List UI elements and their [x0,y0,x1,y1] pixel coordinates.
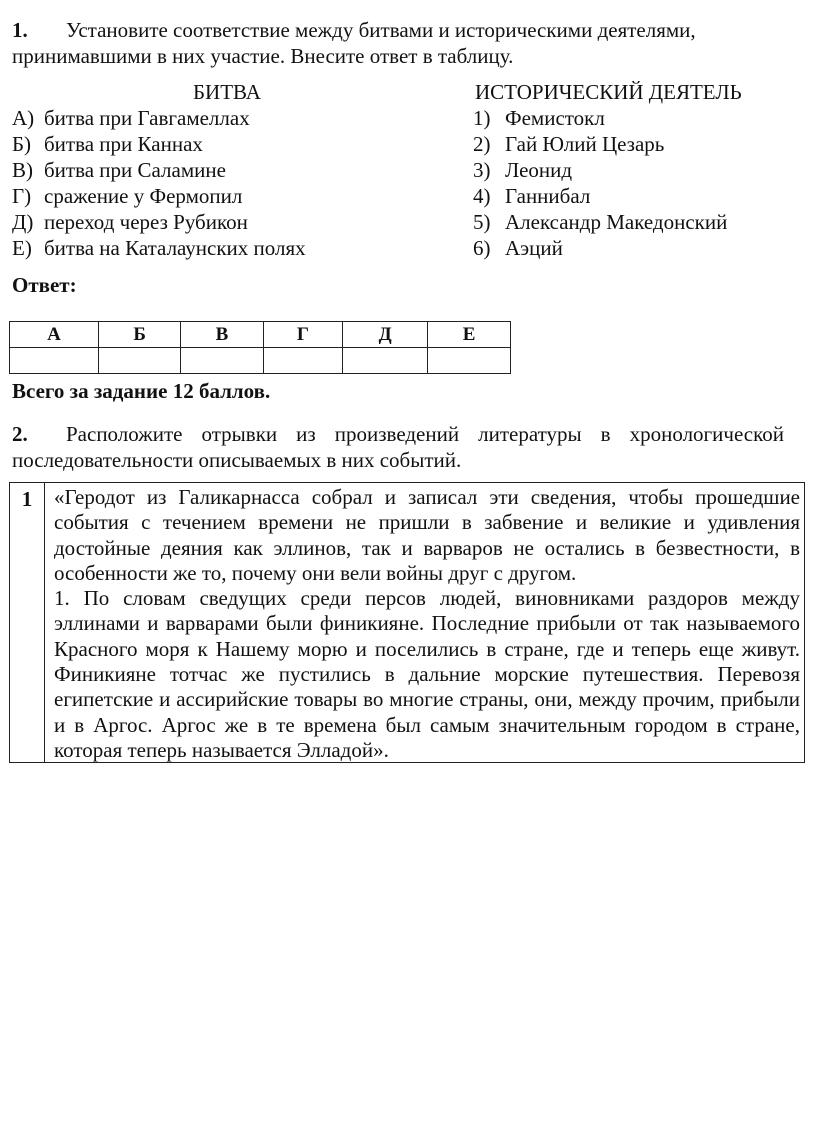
excerpt-box [9,482,805,763]
answer-col-header: Г [263,322,342,348]
figures-list [473,105,727,261]
task1-total: Всего за задание 12 баллов. [12,379,271,403]
answer-cell[interactable] [10,348,99,374]
list-item: Е) битва на Каталаунских полях [12,236,306,260]
task2-prompt [12,421,784,473]
answer-table [9,321,511,374]
answer-col-header: В [181,322,264,348]
battles-header: БИТВА [193,80,261,104]
answer-col-header: Е [428,322,511,348]
table-row[interactable] [10,348,511,374]
excerpt-paragraph-2: 1. По словам сведущих среди персов людей, виновниками раздоров между эллинами и варварами были финикияне. Последние прибыли от так называемого Красного моря к Нашему морю и поселились в стране, где и теперь еще живут. Финикияне тотчас же пустились в дальние морские путешествия. Перевозя египетские и ассирийские товары во многие страны, они, между прочим, прибыли и в Аргос. Аргос же в те времена был самым значительным городом в стране, которая теперь называется Элладой». [54,586,800,762]
list-item: Б) битва при Каннах [12,132,203,156]
list-item: 2) Гай Юлий Цезарь [473,132,665,156]
list-item: Д) переход через Рубикон [12,210,248,234]
task1-number: 1. [12,18,28,42]
answer-cell[interactable] [99,348,181,374]
answer-col-header: Б [99,322,181,348]
task1-text-line1: Установите соответствие между битвами и историческими деятелями, [66,18,696,42]
list-item: В) битва при Саламине [12,158,226,182]
figures-header: ИСТОРИЧЕСКИЙ ДЕЯТЕЛЬ [475,80,742,104]
excerpt-paragraph-1: «Геродот из Галикарнасса собрал и записал эти сведения, чтобы прошедшие события с течением времени не пришли в забвение и великие и удивления достойные деяния как эллинов, так и варваров не остались в безвестности, в особенности же то, почему они вели войны друг с другом. [54,485,800,585]
answer-cell[interactable] [263,348,342,374]
answer-cell[interactable] [343,348,428,374]
answer-cell[interactable] [428,348,511,374]
list-item: 6) Аэций [473,236,563,260]
excerpt-number: 1 [10,483,45,762]
task2-text: Расположите отрывки из произведений литературы в хронологической последовательности описываемых в них событий. [12,422,784,472]
list-item: 1) Фемистокл [473,106,605,130]
table-row [10,322,511,348]
task1-text-line2: принимавшими в них участие. Внесите ответ в таблицу. [12,44,514,68]
list-item: 5) Александр Македонский [473,210,728,234]
list-item: Г) сражение у Фермопил [12,184,243,208]
battles-list [12,105,306,261]
task1-line1 [12,18,696,43]
excerpt-text [54,485,800,763]
list-item: А) битва при Гавгамеллах [12,106,250,130]
list-item: 4) Ганнибал [473,184,591,208]
list-item: 3) Леонид [473,158,573,182]
answer-label: Ответ: [12,273,77,297]
task2-number: 2. [12,422,28,446]
answer-col-header: А [10,322,99,348]
answer-cell[interactable] [181,348,264,374]
answer-col-header: Д [343,322,428,348]
